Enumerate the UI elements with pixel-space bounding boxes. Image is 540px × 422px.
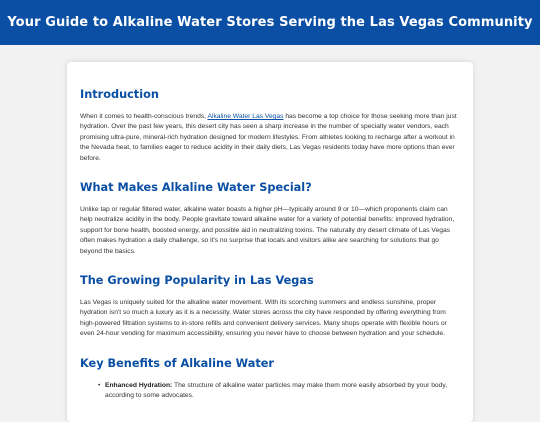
section-heading: The Growing Popularity in Las Vegas bbox=[80, 274, 314, 288]
section-paragraph: Unlike tap or regular filtered water, alkaline water boasts a higher pH—typically around 9 or 10—which proponents claim can help neutralize acidity in the body. People gravitate toward alkaline water for a variety of potential benefits: improved hydration, support for bone health, boosted energy, and possible aid in neutralizing toxins. The naturally dry desert climate of Las Vegas often makes hydration a daily challenge, so it's no surprise that locals and visitors alike are searching for solutions that go beyond the basics. bbox=[80, 206, 455, 255]
bullet-icon: • bbox=[98, 381, 101, 389]
section-heading: Introduction bbox=[80, 88, 159, 101]
intro-text-end: has become a top choice for those seeking more than just hydration. Over the past few years, this desert city has seen a sharp increase in the number of specialty water vendors, each promising ultra-pure, mineral-rich hydration designed for modern lifestyles. From athletes looking to recharge after a workout in the Nevada heat, to families eager to reduce acidity in their daily diets, Las Vegas residents today have more options than ever before. bbox=[80, 113, 457, 162]
alkaline-water-link[interactable]: Alkaline Water Las Vegas bbox=[207, 113, 284, 120]
section-introduction bbox=[80, 88, 460, 164]
list-item bbox=[98, 381, 460, 402]
site-header bbox=[0, 0, 540, 45]
benefit-text: The structure of alkaline water particles may make them more easily absorbed by your body, according to some advocates. bbox=[105, 381, 448, 400]
section-paragraph: Las Vegas is uniquely suited for the alkaline water movement. With its scorching summers and endless sunshine, proper hydration isn't so much a luxury as it is a necessity. Water stores across the city have responded by offering everything from high-powered filtration systems to in-store refills and convenient delivery services. Many shops operate with flexible hours or even 24-hour vending for maximum accessibility, ensuring you never have to choose between hydration and your schedule. bbox=[80, 299, 447, 338]
benefits-list bbox=[80, 381, 460, 402]
section-heading: Key Benefits of Alkaline Water bbox=[80, 356, 274, 370]
page-title: Your Guide to Alkaline Water Stores Serving the Las Vegas Community bbox=[7, 15, 533, 30]
section-popularity bbox=[80, 274, 460, 340]
section-key-benefits bbox=[80, 357, 460, 402]
intro-text-start: When it comes to health-conscious trends, bbox=[80, 113, 208, 120]
article-card bbox=[67, 62, 473, 422]
section-heading: What Makes Alkaline Water Special? bbox=[80, 181, 312, 195]
section-what-makes-special bbox=[80, 181, 460, 257]
benefit-title: Enhanced Hydration: bbox=[105, 381, 173, 389]
section-paragraph bbox=[80, 112, 460, 164]
